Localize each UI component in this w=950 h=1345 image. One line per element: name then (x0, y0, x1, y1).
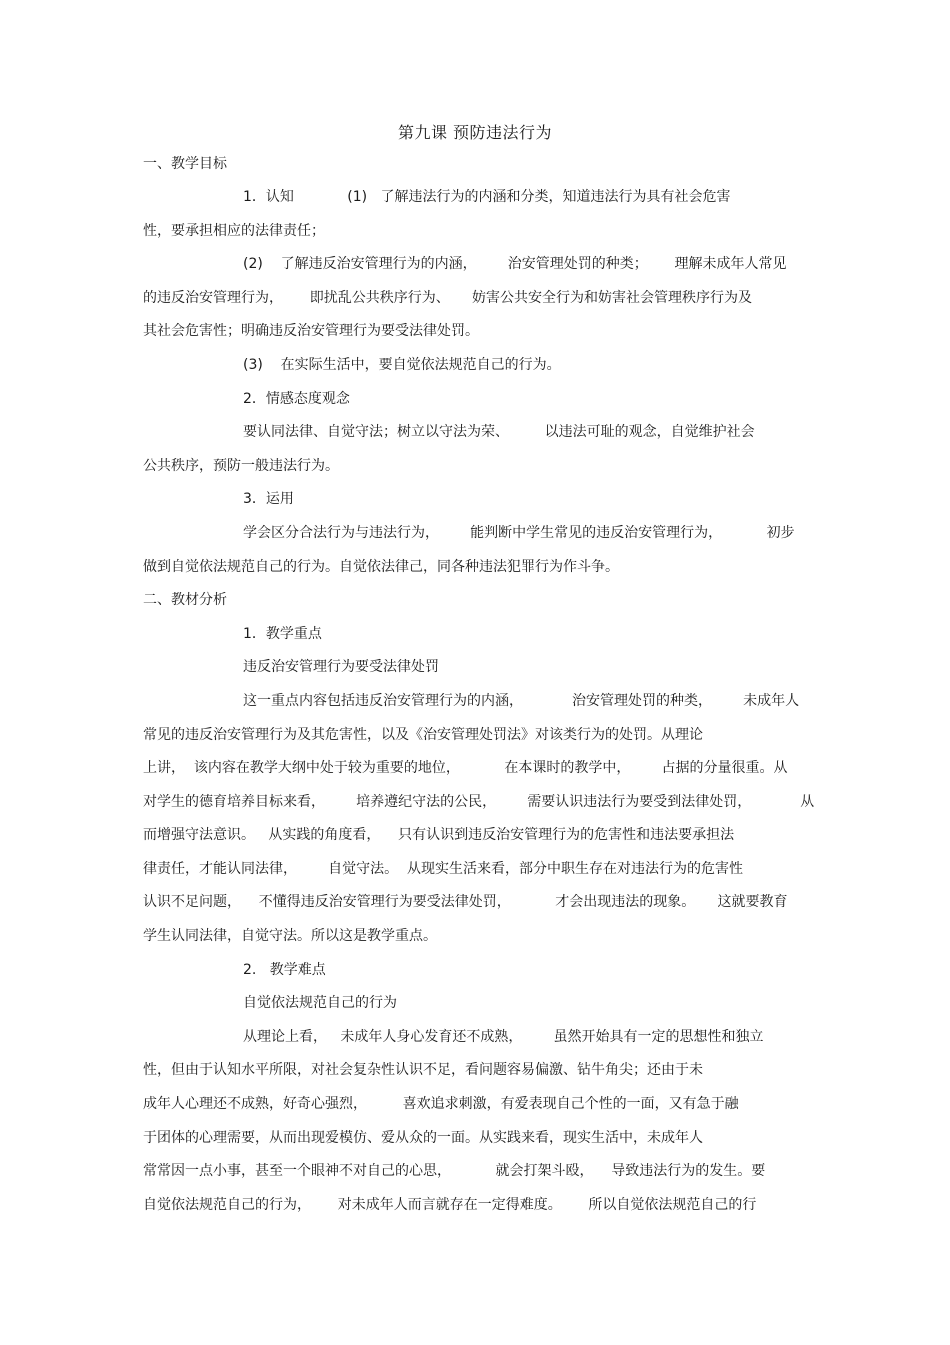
subheading: 2．情感态度观念 (243, 391, 350, 407)
page-title: 第九课 预防违法行为 (397, 123, 553, 142)
paragraph-line: 学会区分合法行为与违法行为， 能判断中学生常见的违反治安管理行为， 初步 (243, 525, 795, 541)
paragraph-line: 这一重点内容包括违反治安管理行为的内涵， 治安管理处罚的种类， 未成年人 (243, 693, 800, 709)
subheading: 3．运用 (243, 491, 294, 507)
paragraph-line: 性，要承担相应的法律责任； (143, 223, 325, 239)
paragraph-line: 成年人心理还不成熟，好奇心强烈， 喜欢追求刺激，有爱表现自己个性的一面，又有急于融 (143, 1096, 739, 1112)
section-heading: 二、教材分析 (143, 592, 227, 608)
paragraph-line: 认识不足问题， 不懂得违反治安管理行为要受法律处罚， 才会出现违法的现象。 这就要教育 (143, 894, 788, 910)
paragraph-line: 自觉依法规范自己的行为 (243, 995, 397, 1011)
paragraph-line: 要认同法律、自觉守法；树立以守法为荣、 以违法可耻的观念，自觉维护社会 (243, 424, 755, 440)
paragraph-line: 自觉依法规范自己的行为， 对未成年人而言就存在一定得难度。 所以自觉依法规范自己的行 (143, 1197, 757, 1213)
paragraph-line: 于团体的心理需要，从而出现爱模仿、爱从众的一面。从实践来看，现实生活中，未成年人 (143, 1130, 703, 1146)
paragraph-line: 学生认同法律，自觉守法。所以这是教学重点。 (143, 928, 437, 944)
paragraph-line: 而增强守法意识。 从实践的角度看， 只有认识到违反治安管理行为的危害性和违法要承担法 (143, 827, 735, 843)
paragraph-line: 律责任，才能认同法律， 自觉守法。 从现实生活来看，部分中职生存在对违法行为的危害性 (143, 861, 744, 877)
paragraph-line: 1．认知 (1) 了解违法行为的内涵和分类，知道违法行为具有社会危害 (243, 189, 731, 205)
paragraph-line: 做到自觉依法规范自己的行为。自觉依法律己，同各种违法犯罪行为作斗争。 (143, 559, 619, 575)
section-heading: 一、教学目标 (143, 156, 227, 172)
paragraph-line: 违反治安管理行为要受法律处罚 (243, 659, 439, 675)
paragraph-line: 常常因一点小事，甚至一个眼神不对自己的心思， 就会打架斗殴， 导致违法行为的发生。要 (143, 1163, 766, 1179)
paragraph-line: 常见的违反治安管理行为及其危害性，以及《治安管理处罚法》对该类行为的处罚。从理论 (143, 727, 703, 743)
paragraph-line: 公共秩序，预防一般违法行为。 (143, 458, 339, 474)
paragraph-line: 从理论上看， 未成年人身心发育还不成熟， 虽然开始具有一定的思想性和独立 (243, 1029, 764, 1045)
paragraph-line: 的违反治安管理行为， 即扰乱公共秩序行为、 妨害公共安全行为和妨害社会管理秩序行为及 (143, 290, 752, 306)
paragraph-line: 性，但由于认知水平所限，对社会复杂性认识不足，看问题容易偏激、钻牛角尖；还由于未 (143, 1062, 703, 1078)
subheading: 1．教学重点 (243, 626, 322, 642)
subheading: 2. 教学难点 (243, 962, 326, 978)
paragraph-line: 对学生的德育培养目标来看， 培养遵纪守法的公民， 需要认识违法行为要受到法律处罚， 从 (143, 794, 815, 810)
paragraph-line: (3) 在实际生活中，要自觉依法规范自己的行为。 (243, 357, 561, 373)
paragraph-line: 上讲， 该内容在教学大纲中处于较为重要的地位， 在本课时的教学中， 占据的分量很重。从 (143, 760, 788, 776)
paragraph-line: 其社会危害性；明确违反治安管理行为要受法律处罚。 (143, 323, 479, 339)
paragraph-line: (2) 了解违反治安管理行为的内涵， 治安管理处罚的种类； 理解未成年人常见 (243, 256, 787, 272)
